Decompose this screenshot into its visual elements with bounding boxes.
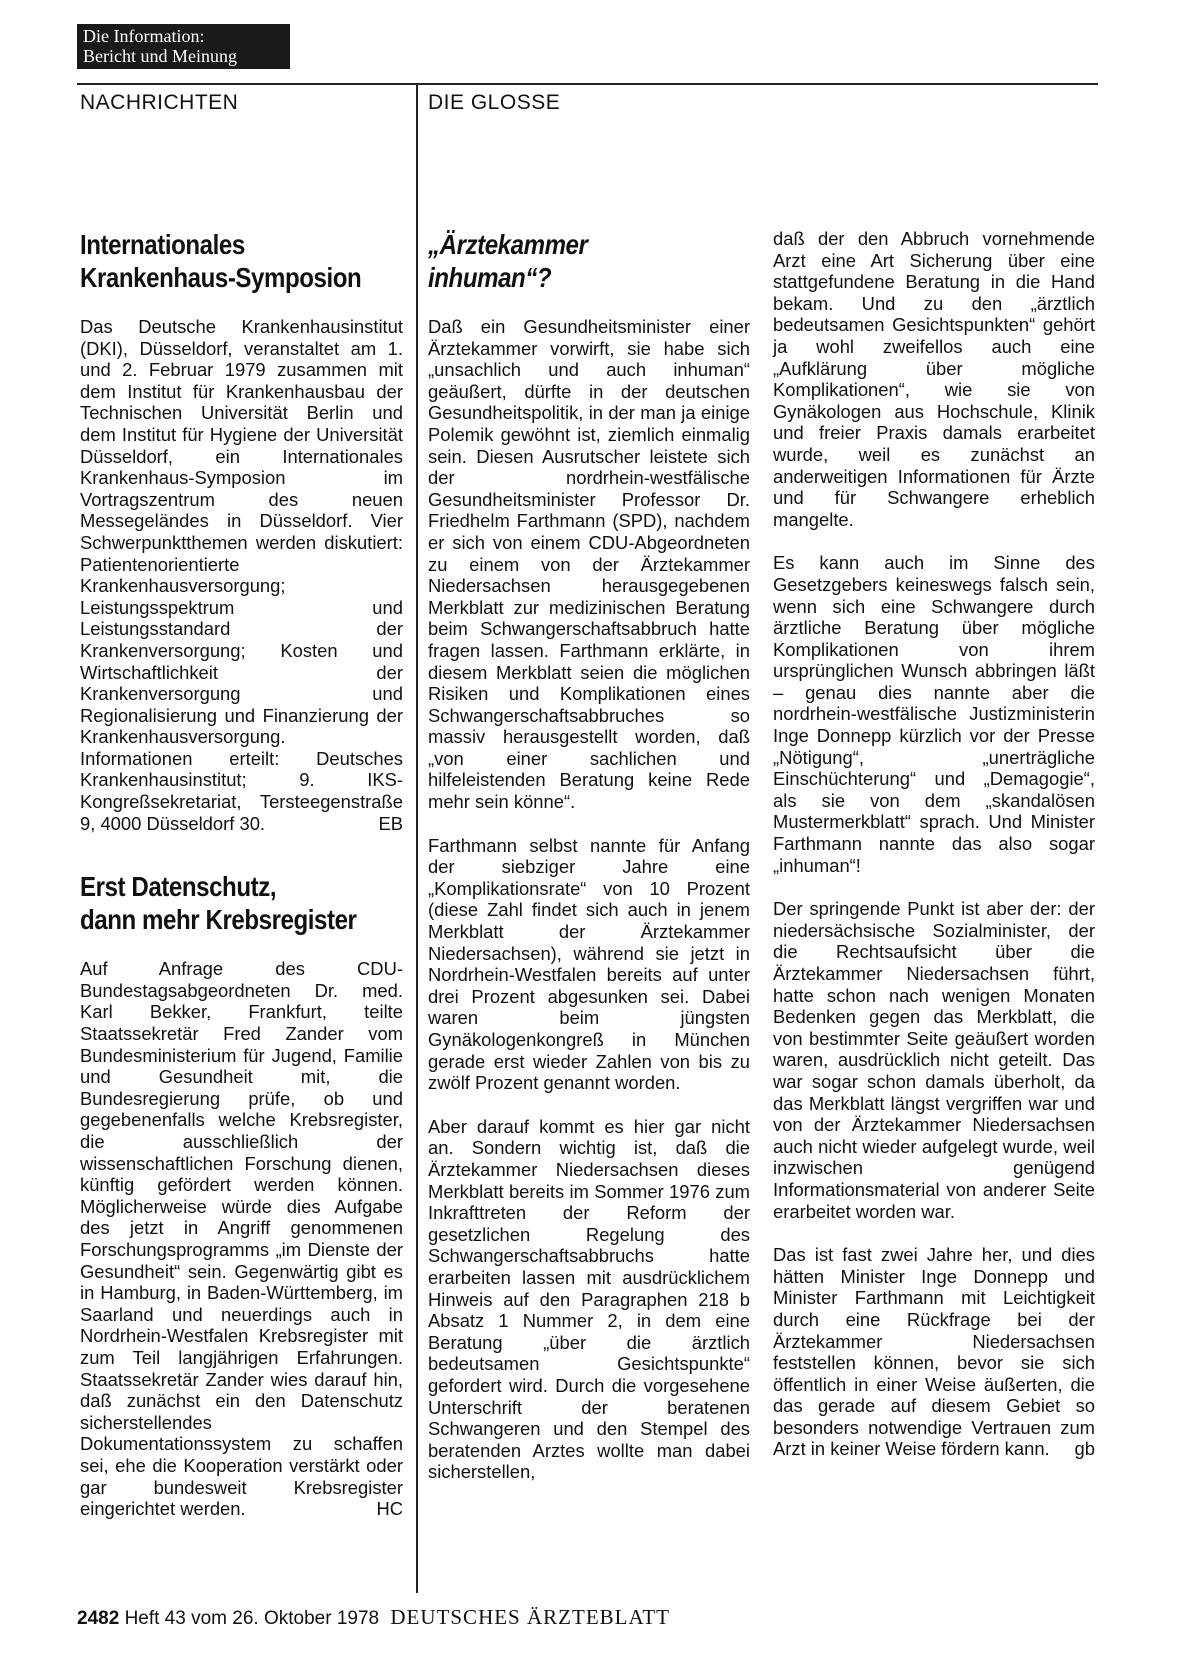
section-tag	[77, 24, 290, 69]
glosse-title	[428, 228, 705, 294]
article-title	[80, 870, 358, 936]
article-title	[80, 228, 362, 294]
glosse-paragraph: Farthmann selbst nannte für Anfang der siebziger Jahre eine „Komplikationsrate“ von 10 Prozent (diese Zahl findet sich auch in jenem Merkblatt der Ärztekammer Niedersachsen), während sie jetzt in Nordrhein-Westfalen bereits auf unter drei Prozent abgesunken sei. Dabei waren beim jüngsten Gynäkologenkongreß in München gerade erst wieder Zahlen von bis zu zwölf Prozent genannt worden.	[428, 834, 750, 1094]
glosse-paragraph: Der springende Punkt ist aber der: der niedersächsische Sozialminister, der die Rechtsaufsicht über die Ärztekammer Niedersachsen führt, hatte schon nach wenigen Monaten Bedenken gegen das Merkblatt, die von bestimmter Seite geäußert worden waren, ausdrücklich nicht geteilt. Das war sogar schon damals überholt, da das Merkblatt längst vergriffen war und von der Ärztekammer Niedersachsen auch nicht wieder aufgelegt wurde, weil inzwischen genügend Informationsmaterial von anderer Seite erarbeitet worden war.	[773, 898, 1095, 1222]
glosse-column-1	[428, 228, 750, 1483]
issue-info: Heft 43 vom 26. Oktober 1978	[124, 1608, 380, 1629]
section-tag-line1: Die Information:	[83, 26, 205, 46]
news-column	[80, 228, 403, 1520]
article-title-line1: Erst Datenschutz,	[80, 871, 277, 903]
glosse-paragraph: Daß ein Gesundheitsminister einer Ärztekammer vorwirft, sie habe sich „unsachlich und auch inhuman“ geäußert, dürfte in der deutschen Gesundheitspolitik, in der man ja einige Polemik gewöhnt ist, ziemlich einmalig sein. Diesen Ausrutscher leistete sich der nordrhein-westfälische Gesundheitsminister Professor Dr. Friedhelm Farthmann (SPD), nachdem er sich von einem CDU-Abgeordneten zu einem von der Ärztekammer Niedersachsen herausgegebenen Merkblatt zur medizinischen Beratung beim Schwangerschaftsabbruch hatte fragen lassen. Farthmann erklärte, in diesem Merkblatt seien die möglichen Risiken und Komplikationen eines Schwangerschaftsabbruches so massiv herausgestellt worden, daß „von einer sachlichen und hilfeleistenden Beratung keine Rede mehr sein könne“.	[428, 316, 750, 813]
article-title-line2: Krankenhaus-Symposion	[80, 262, 362, 293]
article-body	[80, 958, 403, 1519]
glosse-title-line2: inhuman“?	[428, 262, 552, 293]
column-divider	[416, 83, 418, 1593]
page-footer	[77, 1605, 670, 1630]
glosse-column-2	[773, 228, 1095, 1460]
glosse-paragraph: Aber darauf kommt es hier gar nicht an. Sondern wichtig ist, daß die Ärztekammer Niedersachsen dieses Merkblatt bereits im Sommer 1976 zum Inkrafttreten der Reform der gesetzlichen Regelung des Schwangerschaftsabbruchs hatte erarbeiten lassen mit ausdrücklichem Hinweis auf den Paragraphen 218 b Absatz 1 Nummer 2, in dem eine Beratung „über die ärztlich bedeutsamen Gesichtspunkte“ gefordert wird. Durch die vorgesehene Unterschrift der beratenen Schwangeren und den Stempel des beratenden Arztes wollte man dabei sicherstellen,	[428, 1115, 750, 1483]
article-symposion	[80, 228, 403, 834]
section-tag-line2: Bericht und Meinung	[83, 46, 237, 66]
article-body-text: Das Deutsche Krankenhausinstitut (DKI), Düsseldorf, veranstaltet am 1. und 2. Februar 1979 zusammen mit dem Institut für Krankenhausbau der Technischen Universität Berlin und dem Institut für Hygiene der Universität Düsseldorf, ein Internationales Krankenhaus-Symposion im Vortragszentrum des neuen Messegeländes in Düsseldorf. Vier Schwerpunktthemen werden diskutiert: Patientenorientierte Krankenhausversorgung; Leistungsspektrum und Leistungsstandard der Krankenversorgung; Kosten und Wirtschaftlichkeit der Krankenversorgung und Regionalisierung und Finanzierung der Krankenhausversorgung. Informationen erteilt: Deutsches Krankenhausinstitut; 9. IKS-Kongreßsekretariat, Tersteegenstraße 9, 4000 Düsseldorf 30.	[80, 316, 403, 834]
page-number: 2482	[77, 1608, 120, 1629]
section-nachrichten: NACHRICHTEN	[80, 91, 239, 114]
article-title-line1: Internationales	[80, 229, 245, 260]
glosse-paragraph	[773, 1244, 1095, 1460]
glosse-paragraph: daß der den Abbruch vornehmende Arzt eine Art Sicherung über eine stattgefundene Beratung in die Hand bekam. Und zu den „ärztlich bedeutsamen Gesichtspunkten“ gehört ja wohl zweifellos auch eine „Aufklärung über mögliche Komplikationen“, wie sie von Gynäkologen aus Hochschule, Klinik und freier Praxis damals erarbeitet wurde, weil es zunächst an anderweitigen Informationen für Ärzte und für Schwangere erheblich mangelte.	[773, 228, 1095, 530]
glosse-paragraph: Es kann auch im Sinne des Gesetzgebers keineswegs falsch sein, wenn sich eine Schwangere durch ärztliche Beratung über mögliche Komplikationen von ihrem ursprünglichen Wunsch abbringen läßt – genau dies nannte aber die nordrhein-westfälische Justizministerin Inge Donnepp kürzlich vor der Presse „Nötigung“, „unerträgliche Einschüchterung“ und „Demagogie“, als sie von dem „skandalösen Mustermerkblatt“ sprach. Und Minister Farthmann nannte das also sogar „inhuman“!	[773, 552, 1095, 876]
article-signature: HC	[376, 1498, 403, 1520]
glosse-title-line1: „Ärztekammer	[428, 229, 588, 260]
article-body	[80, 316, 403, 834]
article-signature: EB	[378, 812, 403, 834]
glosse-signature: gb	[1074, 1438, 1095, 1460]
article-datenschutz	[80, 870, 403, 1519]
glosse-paragraph-text: Das ist fast zwei Jahre her, und dies hätten Minister Inge Donnepp und Minister Farthmann mit Leichtigkeit durch eine Rückfrage bei der Ärztekammer Niedersachsen feststellen können, bevor sie sich öffentlich in einer Weise äußerten, die das gerade auf diesem Gebiet so besonders notwendige Vertrauen zum Arzt in keiner Weise fördern kann.	[773, 1244, 1095, 1460]
section-glosse: DIE GLOSSE	[428, 91, 561, 114]
top-rule	[77, 83, 1098, 85]
magazine-name: DEUTSCHES ÄRZTEBLATT	[390, 1605, 670, 1629]
article-title-line2: dann mehr Krebsregister	[80, 904, 357, 936]
article-body-text: Auf Anfrage des CDU-Bundestagsabgeordneten Dr. med. Karl Bekker, Frankfurt, teilte Staatssekretär Fred Zander vom Bundesministerium für Jugend, Familie und Gesundheit mit, die Bundesregierung prüfe, ob und gegebenenfalls welche Krebsregister, die ausschließlich der wissenschaftlichen Forschung dienen, künftig gefördert werden können. Möglicherweise würde dies Aufgabe des jetzt in Angriff genommenen Forschungsprogramms „im Dienste der Gesundheit“ sein. Gegenwärtig gibt es in Hamburg, in Baden-Württemberg, im Saarland und neuerdings auch in Nordrhein-Westfalen Krebsregister mit zum Teil langjährigen Erfahrungen. Staatssekretär Zander wies darauf hin, daß zunächst ein den Datenschutz sicherstellendes Dokumentationssystem zu schaffen sei, ehe die Kooperation verstärkt oder gar bundesweit Krebsregister eingerichtet werden.	[80, 958, 403, 1520]
